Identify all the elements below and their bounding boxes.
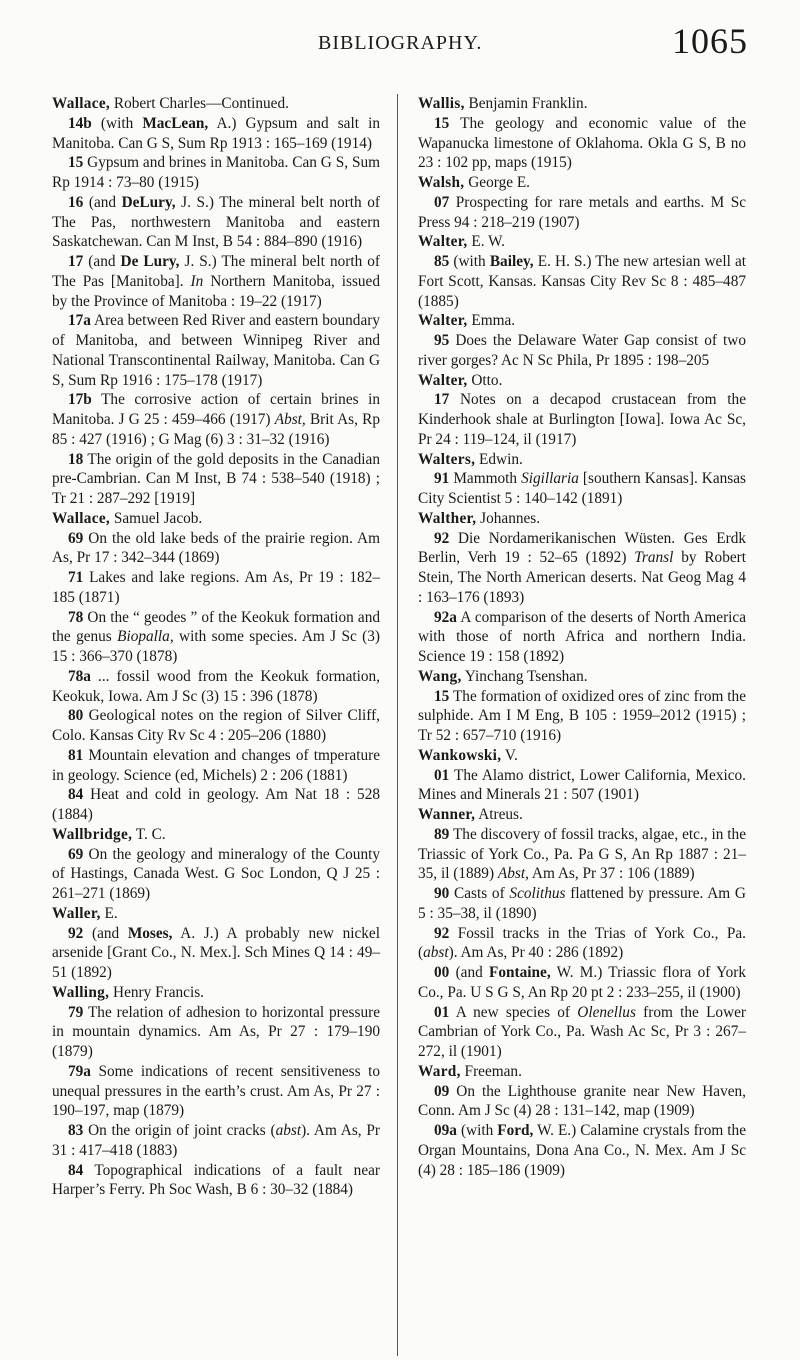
author-surname: Wang, bbox=[418, 667, 462, 685]
bibliography-entry bbox=[52, 450, 380, 509]
entry-text: (and bbox=[83, 924, 128, 942]
entry-number: 84 bbox=[68, 1161, 84, 1179]
author-given-names: Benjamin Franklin. bbox=[464, 95, 588, 112]
entry-italic: Abst, bbox=[497, 865, 529, 883]
bibliography-entry bbox=[52, 311, 380, 390]
entry-text: by Robert Stein, The North American deserts. Nat Geog Mag 4 : 163–176 (1893) bbox=[418, 549, 746, 606]
entry-italic: Sigillaria bbox=[521, 470, 579, 488]
entry-text: Brit As, Rp 85 : 427 (1916) ; G Mag (6) 3 : 31–32 (1916) bbox=[52, 411, 380, 448]
bibliography-entry bbox=[418, 1082, 746, 1122]
entry-text: Fossil tracks in the Trias of York Co., Pa. ( bbox=[418, 924, 746, 962]
entry-italic: Biopalla, bbox=[117, 628, 174, 646]
entry-text: E. H. S.) The new artesian well at Fort Scott, Kansas. Kansas City Rev Sc 8 : 485–487 (1885) bbox=[418, 253, 746, 310]
entry-text: Gypsum and brines in Manitoba. Can G S, Sum Rp 1914 : 73–80 (1915) bbox=[52, 154, 380, 191]
entry-number: 78 bbox=[68, 608, 84, 626]
bibliography-entry bbox=[418, 766, 746, 806]
author-given-names: Emma. bbox=[467, 312, 516, 330]
entry-text: The discovery of fossil tracks, algae, etc., in the Triassic of York Co., Pa. Pa G S, An Rp 1887 : 21–35, il (1889) bbox=[418, 825, 746, 883]
entry-text: ). Am As, Pr 40 : 286 (1892) bbox=[448, 944, 624, 962]
column-divider bbox=[397, 94, 398, 1356]
author-surname: Walter, bbox=[418, 371, 468, 389]
bibliography-entry bbox=[418, 825, 746, 884]
author-given-names: Samuel Jacob. bbox=[110, 509, 203, 527]
bibliography-entry bbox=[418, 924, 746, 964]
entry-text: The corrosive action of certain brines in Manitoba. J G 25 : 459–466 (1917) bbox=[52, 391, 380, 428]
entry-text: Area between Red River and eastern boundary of Manitoba, and between Winnipeg River and National Transcontinental Railway, Manitoba. Can G S, Sum Rp 1916 : 175–178 (1917) bbox=[52, 312, 380, 389]
bibliography-entry bbox=[52, 1003, 380, 1062]
bibliography-entry bbox=[418, 390, 746, 449]
bibliography-entry bbox=[52, 114, 380, 154]
bibliography-entry bbox=[418, 331, 746, 371]
bibliography-entry bbox=[418, 687, 746, 746]
coauthor-name: Moses, bbox=[127, 924, 173, 942]
entry-text: Mountain elevation and changes of tmperature in geology. Science (ed, Michels) 2 : 206 (1881) bbox=[52, 746, 380, 784]
entry-text: On the “ geodes ” of the Keokuk formation and the genus bbox=[52, 608, 380, 646]
entry-text: The origin of the gold deposits in the Canadian pre-Cambrian. Can M Inst, B 74 : 538–540 (1918) ; Tr 21 : 287–292 [1919] bbox=[52, 450, 380, 507]
author-surname: Walsh, bbox=[418, 174, 465, 191]
author-given-names: Henry Francis. bbox=[109, 983, 204, 1001]
bibliography-entry bbox=[52, 529, 380, 569]
author-heading bbox=[418, 746, 746, 766]
entry-italic: Olenellus bbox=[577, 1003, 636, 1021]
author-heading bbox=[418, 509, 746, 529]
entry-text: (and bbox=[449, 964, 490, 981]
coauthor-name: Fontaine, bbox=[489, 964, 551, 981]
bibliography-entry bbox=[418, 252, 746, 311]
entry-number: 01 bbox=[434, 766, 450, 784]
author-surname: Wallace, bbox=[52, 95, 111, 112]
bibliography-entry bbox=[418, 469, 746, 509]
entry-text: Geological notes on the region of Silver Cliff, Colo. Kansas City Rv Sc 4 : 205–206 (1880) bbox=[52, 707, 380, 744]
author-given-names: Freeman. bbox=[460, 1062, 522, 1080]
author-surname: Waller, bbox=[52, 904, 101, 922]
entry-number: 07 bbox=[434, 193, 450, 211]
bibliography-entry bbox=[52, 924, 380, 983]
author-given-names: Otto. bbox=[467, 371, 503, 389]
entry-text: (with bbox=[456, 1122, 498, 1139]
page-number: 1065 bbox=[672, 21, 748, 61]
entry-text: W. E.) Calamine crystals from the Organ Mountains, Dona Ana Co., N. Mex. Am J Sc (4) 28 : 185–186 (1909) bbox=[418, 1122, 746, 1179]
author-heading bbox=[418, 371, 746, 391]
entry-italic: abst bbox=[423, 944, 449, 962]
entry-number: 15 bbox=[434, 114, 450, 132]
coauthor-name: Ford, bbox=[497, 1122, 534, 1139]
page-header bbox=[0, 16, 800, 68]
author-surname: Wallis, bbox=[418, 95, 465, 112]
author-surname: Walter, bbox=[418, 233, 468, 251]
entry-text: A. J.) A probably new nickel arsenide [Grant Co., N. Mex.]. Sch Mines Q 14 : 49–51 (1892) bbox=[52, 924, 380, 981]
author-surname: Wallbridge, bbox=[52, 825, 133, 843]
bibliography-entry bbox=[52, 845, 380, 904]
entry-number: 17b bbox=[68, 391, 92, 409]
entry-text: A new species of bbox=[449, 1003, 578, 1021]
author-heading bbox=[52, 509, 380, 529]
author-given-names: Atreus. bbox=[475, 806, 523, 823]
entry-italic: Abst, bbox=[274, 411, 306, 428]
entry-number: 14b bbox=[68, 114, 92, 132]
author-surname: Wallace, bbox=[52, 509, 111, 527]
author-given-names: V. bbox=[501, 746, 518, 764]
bibliography-entry bbox=[52, 1062, 380, 1121]
coauthor-name: De Lury, bbox=[120, 253, 180, 270]
bibliography-entry bbox=[418, 884, 746, 924]
author-heading bbox=[418, 667, 746, 687]
bibliography-entry bbox=[52, 1121, 380, 1161]
author-heading bbox=[52, 983, 380, 1003]
bibliography-entry bbox=[52, 785, 380, 825]
author-heading bbox=[418, 805, 746, 825]
entry-number: 71 bbox=[68, 569, 84, 586]
entry-text: ... fossil wood from the Keokuk formation, Keokuk, Iowa. Am J Sc (3) 15 : 396 (1878) bbox=[52, 667, 380, 705]
bibliography-entry bbox=[418, 529, 746, 608]
author-given-names: Robert Charles—Continued. bbox=[110, 95, 289, 112]
entry-number: 79 bbox=[68, 1003, 84, 1021]
entry-number: 17 bbox=[434, 391, 450, 409]
entry-text: W. M.) Triassic flora of York Co., Pa. U S G S, An Rp 20 pt 2 : 233–255, il (1900) bbox=[418, 964, 746, 1001]
bibliography-entry bbox=[52, 1161, 380, 1201]
entry-text: Notes on a decapod crustacean from the Kinderhook shale at Burlington [Iowa]. Iowa Ac Sc, Pr 24 : 119–124, il (1917) bbox=[418, 391, 746, 448]
entry-number: 78a bbox=[68, 667, 91, 685]
right-column bbox=[418, 94, 746, 1180]
entry-text: The Alamo district, Lower California, Mexico. Mines and Minerals 21 : 507 (1901) bbox=[418, 766, 746, 804]
author-surname: Walling, bbox=[52, 983, 110, 1001]
left-column bbox=[52, 94, 380, 1200]
coauthor-name: Bailey, bbox=[489, 253, 534, 270]
entry-text: Casts of bbox=[449, 885, 510, 902]
entry-text: ). Am As, Pr 31 : 417–418 (1883) bbox=[52, 1122, 380, 1159]
entry-number: 01 bbox=[434, 1003, 450, 1021]
author-surname: Wankowski, bbox=[418, 746, 502, 764]
author-heading bbox=[418, 173, 746, 193]
entry-text: from the Lower Cambrian of York Co., Pa. Wash Ac Sc, Pr 3 : 267–272, il (1901) bbox=[418, 1003, 746, 1060]
bibliography-entry bbox=[418, 114, 746, 173]
entry-number: 17a bbox=[68, 312, 91, 330]
entry-number: 15 bbox=[434, 687, 450, 705]
entry-text: The relation of adhesion to horizontal pressure in mountain dynamics. Am As, Pr 27 : 179–190 (1879) bbox=[52, 1003, 380, 1060]
author-heading bbox=[52, 904, 380, 924]
author-surname: Walther, bbox=[418, 509, 477, 527]
author-given-names: Johannes. bbox=[476, 509, 541, 527]
author-given-names: Edwin. bbox=[475, 450, 523, 468]
running-title: BIBLIOGRAPHY. bbox=[318, 32, 483, 54]
entry-number: 81 bbox=[68, 746, 84, 764]
entry-number: 91 bbox=[434, 470, 450, 488]
entry-number: 85 bbox=[434, 253, 450, 270]
coauthor-name: DeLury, bbox=[121, 193, 176, 211]
entry-number: 17 bbox=[68, 253, 84, 270]
entry-number: 83 bbox=[68, 1122, 84, 1139]
entry-text: (and bbox=[83, 193, 122, 211]
entry-text: On the Lighthouse granite near New Haven, Conn. Am J Sc (4) 28 : 131–142, map (1909) bbox=[418, 1082, 746, 1120]
entry-number: 69 bbox=[68, 845, 84, 863]
author-given-names: George E. bbox=[464, 174, 530, 191]
entry-number: 69 bbox=[68, 529, 84, 547]
entry-number: 84 bbox=[68, 786, 84, 804]
entry-number: 15 bbox=[68, 154, 84, 172]
bibliography-entry bbox=[418, 1003, 746, 1062]
entry-text: Am As, Pr 37 : 106 (1889) bbox=[528, 865, 695, 883]
bibliography-entry bbox=[52, 706, 380, 746]
entry-number: 00 bbox=[434, 964, 450, 981]
author-heading bbox=[52, 94, 380, 114]
entry-number: 92 bbox=[68, 924, 84, 942]
entry-text: flattened by pressure. Am G 5 : 35–38, il (1890) bbox=[418, 885, 746, 922]
entry-number: 79a bbox=[68, 1062, 91, 1080]
bibliography-entry bbox=[52, 390, 380, 449]
entry-text: On the origin of joint cracks ( bbox=[83, 1122, 276, 1139]
author-surname: Walters, bbox=[418, 450, 476, 468]
bibliography-entry bbox=[52, 608, 380, 667]
coauthor-name: MacLean, bbox=[142, 114, 209, 132]
entry-text: Heat and cold in geology. Am Nat 18 : 528 (1884) bbox=[52, 786, 380, 823]
entry-text: On the old lake beds of the prairie region. Am As, Pr 17 : 342–344 (1869) bbox=[52, 529, 380, 567]
author-given-names: E. W. bbox=[467, 233, 505, 251]
author-surname: Wanner, bbox=[418, 806, 476, 823]
bibliography-entry bbox=[52, 193, 380, 252]
entry-text: (and bbox=[83, 253, 121, 270]
bibliography-entry bbox=[418, 963, 746, 1003]
entry-number: 80 bbox=[68, 707, 84, 725]
entry-text: Lakes and lake regions. Am As, Pr 19 : 182–185 (1871) bbox=[52, 569, 380, 606]
entry-text: A comparison of the deserts of North America with those of north Africa and northern India. Science 19 : 158 (1892) bbox=[418, 608, 746, 665]
author-heading bbox=[418, 94, 746, 114]
entry-italic: abst bbox=[275, 1122, 302, 1139]
entry-number: 09 bbox=[434, 1082, 450, 1100]
author-surname: Ward, bbox=[418, 1062, 461, 1080]
author-heading bbox=[418, 311, 746, 331]
entry-text: J. S.) The mineral belt north of The Pas, northwestern Manitoba and eastern Saskatchewan. Can M Inst, B 54 : 884–890 (1916) bbox=[52, 193, 380, 251]
entry-text: The geology and economic value of the Wapanucka limestone of Oklahoma. Okla G S, B no 23 : 102 pp, maps (1915) bbox=[418, 114, 746, 172]
author-given-names: T. C. bbox=[132, 825, 166, 843]
bibliography-entry bbox=[52, 667, 380, 707]
entry-text: with some species. Am J Sc (3) 15 : 366–370 (1878) bbox=[52, 628, 380, 665]
author-heading bbox=[52, 825, 380, 845]
entry-text: J. S.) The mineral belt north of The Pas [Manitoba]. bbox=[52, 253, 380, 290]
entry-text: Die Nordamerikanischen Wüsten. Ges Erdk Berlin, Verh 19 : 52–65 (1892) bbox=[418, 529, 746, 567]
entry-text: (with bbox=[91, 114, 143, 132]
author-surname: Walter, bbox=[418, 312, 468, 330]
bibliography-entry bbox=[418, 608, 746, 667]
author-heading bbox=[418, 1062, 746, 1082]
entry-text: (with bbox=[449, 253, 490, 270]
entry-text: Mammoth bbox=[449, 470, 522, 488]
bibliography-entry bbox=[52, 153, 380, 193]
entry-text: Some indications of recent sensitiveness to unequal pressures in the earth’s crust. Am As, Pr 27 : 190–197, map (1879) bbox=[52, 1062, 380, 1120]
entry-number: 18 bbox=[68, 450, 84, 468]
entry-text: Does the Delaware Water Gap consist of two river gorges? Ac N Sc Phila, Pr 1895 : 198–205 bbox=[418, 332, 746, 369]
entry-number: 16 bbox=[68, 193, 84, 211]
entry-text: Prospecting for rare metals and earths. M Sc Press 94 : 218–219 (1907) bbox=[418, 193, 746, 231]
entry-number: 09a bbox=[434, 1122, 457, 1139]
entry-text: A.) Gypsum and salt in Manitoba. Can G S, Sum Rp 1913 : 165–169 (1914) bbox=[52, 114, 380, 152]
entry-number: 92 bbox=[434, 529, 450, 547]
entry-number: 89 bbox=[434, 825, 450, 843]
entry-number: 90 bbox=[434, 885, 450, 902]
bibliography-entry bbox=[418, 1121, 746, 1180]
bibliography-entry bbox=[52, 746, 380, 786]
entry-text: The formation of oxidized ores of zinc from the sulphide. Am I M Eng, B 105 : 1959–2012 (1915) ; Tr 52 : 657–710 (1916) bbox=[418, 687, 746, 744]
entry-italic: In bbox=[190, 272, 204, 290]
entry-number: 92a bbox=[434, 608, 457, 626]
entry-number: 92 bbox=[434, 924, 450, 942]
bibliography-entry bbox=[52, 252, 380, 311]
bibliography-entry bbox=[418, 193, 746, 233]
entry-italic: Scolithus bbox=[509, 885, 566, 902]
entry-text: [southern Kansas]. Kansas City Scientist 5 : 140–142 (1891) bbox=[418, 470, 746, 507]
bibliography-entry bbox=[52, 568, 380, 608]
entry-text: Topographical indications of a fault near Harper’s Ferry. Ph Soc Wash, B 6 : 30–32 (1884) bbox=[52, 1161, 380, 1199]
author-given-names: Yinchang Tsenshan. bbox=[461, 667, 588, 685]
entry-number: 95 bbox=[434, 332, 450, 349]
entry-text: Northern Manitoba, issued by the Province of Manitoba : 19–22 (1917) bbox=[52, 272, 380, 310]
author-heading bbox=[418, 232, 746, 252]
author-heading bbox=[418, 450, 746, 470]
entry-text: On the geology and mineralogy of the County of Hastings, Canada West. G Soc London, Q J 25 : 261–271 (1869) bbox=[52, 845, 380, 902]
author-given-names: E. bbox=[100, 904, 118, 922]
entry-italic: Transl bbox=[634, 549, 674, 567]
